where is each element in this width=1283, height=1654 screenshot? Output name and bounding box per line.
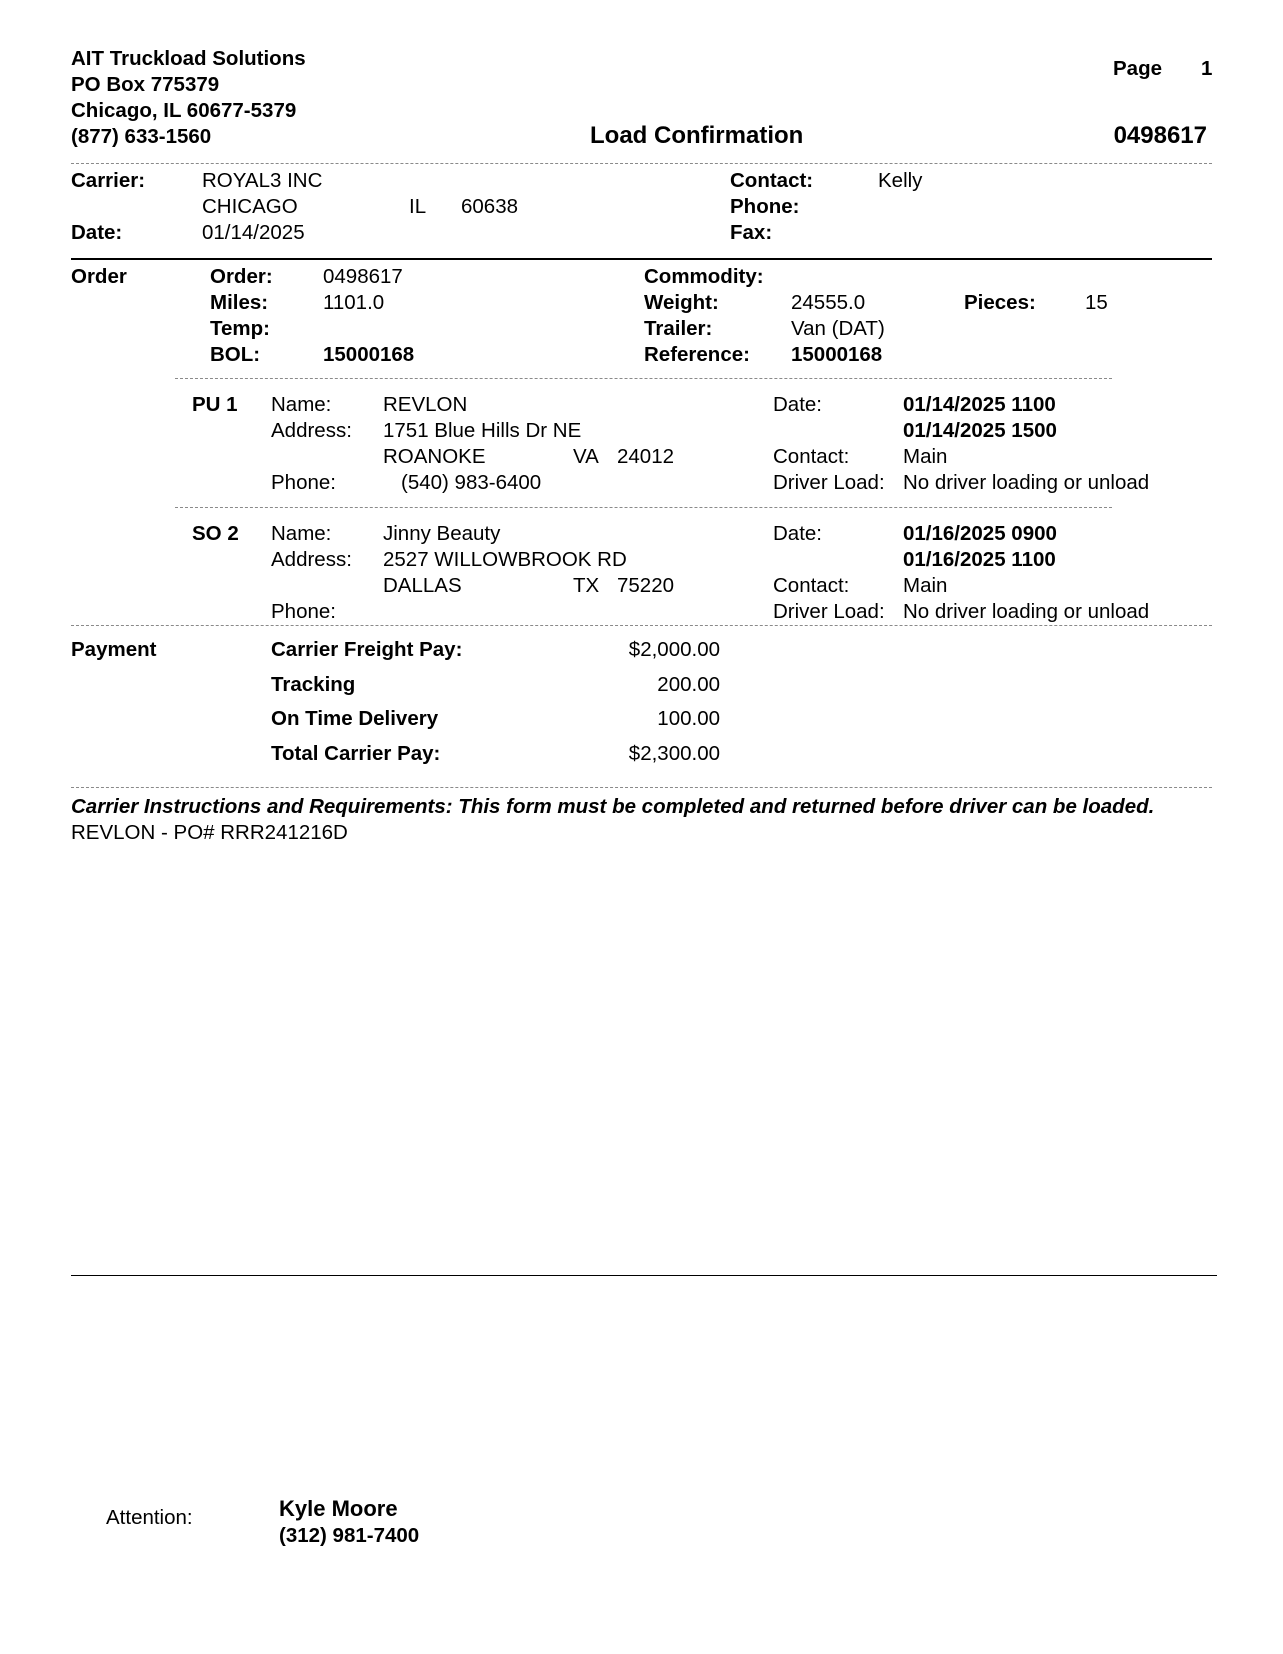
- stop-state: VA: [573, 445, 599, 468]
- instructions-text: REVLON - PO# RRR241216D: [71, 821, 348, 844]
- carrier-fax-label: Fax:: [730, 221, 773, 244]
- payment-line-amount: $2,000.00: [628, 638, 720, 661]
- stop-driver-load-label: Driver Load:: [773, 600, 885, 623]
- stop-contact: Main: [903, 574, 948, 597]
- stop-phone: (540) 983-6400: [401, 471, 542, 494]
- payment-line-label: Total Carrier Pay:: [271, 742, 441, 765]
- divider: [175, 507, 1112, 508]
- stop-date-start: 01/14/2025 1100: [903, 393, 1056, 416]
- stop-driver-load: No driver loading or unload: [903, 600, 1150, 623]
- order-pieces: 15: [1085, 291, 1108, 314]
- signature-line: [71, 1275, 1217, 1276]
- divider: [71, 258, 1212, 260]
- order-miles: 1101.0: [323, 291, 385, 314]
- order-number: 0498617: [323, 265, 403, 288]
- payment-section-label: Payment: [71, 638, 157, 661]
- stop-contact-label: Contact:: [773, 445, 850, 468]
- divider: [175, 378, 1112, 379]
- payment-line-amount: 100.00: [657, 707, 720, 730]
- order-trailer-label: Trailer:: [644, 317, 713, 340]
- stop-contact: Main: [903, 445, 948, 468]
- order-trailer: Van (DAT): [791, 317, 885, 340]
- stop-driver-load: No driver loading or unload: [903, 471, 1150, 494]
- carrier-city: CHICAGO: [202, 195, 298, 218]
- stop-date-end: 01/16/2025 1100: [903, 548, 1056, 571]
- order-section-label: Order: [71, 265, 127, 288]
- stop-zip: 24012: [617, 445, 675, 468]
- page-label: Page: [1113, 57, 1162, 80]
- attention-name: Kyle Moore: [279, 1496, 398, 1521]
- carrier-state: IL: [409, 195, 427, 218]
- order-reference: 15000168: [791, 343, 883, 366]
- document-title: Load Confirmation: [590, 122, 804, 149]
- stop-phone-label: Phone:: [271, 471, 336, 494]
- order-bol: 15000168: [323, 343, 415, 366]
- attention-label: Attention:: [106, 1506, 193, 1529]
- order-commodity-label: Commodity:: [644, 265, 764, 288]
- order-temp-label: Temp:: [210, 317, 270, 340]
- divider: [71, 163, 1212, 164]
- order-pieces-label: Pieces:: [964, 291, 1036, 314]
- stop-contact-label: Contact:: [773, 574, 850, 597]
- order-weight-label: Weight:: [644, 291, 719, 314]
- order-bol-label: BOL:: [210, 343, 261, 366]
- payment-line-label: Carrier Freight Pay:: [271, 638, 463, 661]
- stop-zip: 75220: [617, 574, 675, 597]
- carrier-zip: 60638: [461, 195, 519, 218]
- stop-name: Jinny Beauty: [383, 522, 501, 545]
- document-number: 0498617: [1113, 122, 1207, 149]
- stop-name: REVLON: [383, 393, 468, 416]
- divider: [71, 625, 1212, 626]
- attention-phone: (312) 981-7400: [279, 1524, 420, 1547]
- stop-name-label: Name:: [271, 522, 332, 545]
- stop-name-label: Name:: [271, 393, 332, 416]
- stop-city: DALLAS: [383, 574, 462, 597]
- stop-address: 1751 Blue Hills Dr NE: [383, 419, 582, 442]
- company-phone: (877) 633-1560: [71, 125, 212, 148]
- stop-date-label: Date:: [773, 522, 822, 545]
- carrier-contact-label: Contact:: [730, 169, 814, 192]
- order-miles-label: Miles:: [210, 291, 269, 314]
- order-weight: 24555.0: [791, 291, 866, 314]
- payment-line-label: Tracking: [271, 673, 356, 696]
- stop-code: PU 1: [192, 393, 238, 416]
- carrier-contact: Kelly: [878, 169, 923, 192]
- carrier-label: Carrier:: [71, 169, 146, 192]
- stop-date-start: 01/16/2025 0900: [903, 522, 1057, 545]
- carrier-phone-label: Phone:: [730, 195, 800, 218]
- payment-line-amount: $2,300.00: [628, 742, 720, 765]
- payment-line-amount: 200.00: [657, 673, 720, 696]
- company-address-line1: PO Box 775379: [71, 73, 220, 96]
- order-number-label: Order:: [210, 265, 273, 288]
- company-address-line2: Chicago, IL 60677-5379: [71, 99, 297, 122]
- stop-address: 2527 WILLOWBROOK RD: [383, 548, 627, 571]
- stop-address-label: Address:: [271, 548, 352, 571]
- stop-address-label: Address:: [271, 419, 352, 442]
- stop-date-end: 01/14/2025 1500: [903, 419, 1057, 442]
- stop-state: TX: [573, 574, 600, 597]
- company-name: AIT Truckload Solutions: [71, 47, 306, 70]
- carrier-date: 01/14/2025: [202, 221, 305, 244]
- stop-date-label: Date:: [773, 393, 822, 416]
- carrier-date-label: Date:: [71, 221, 123, 244]
- divider: [71, 787, 1212, 788]
- instructions-heading: Carrier Instructions and Requirements: This form must be completed and returned before driver can be loaded.: [71, 795, 1155, 818]
- stop-driver-load-label: Driver Load:: [773, 471, 885, 494]
- page-number: 1: [1201, 57, 1213, 80]
- stop-city: ROANOKE: [383, 445, 486, 468]
- carrier-name: ROYAL3 INC: [202, 169, 323, 192]
- payment-line-label: On Time Delivery: [271, 707, 439, 730]
- stop-code: SO 2: [192, 522, 239, 545]
- stop-phone-label: Phone:: [271, 600, 336, 623]
- order-reference-label: Reference:: [644, 343, 750, 366]
